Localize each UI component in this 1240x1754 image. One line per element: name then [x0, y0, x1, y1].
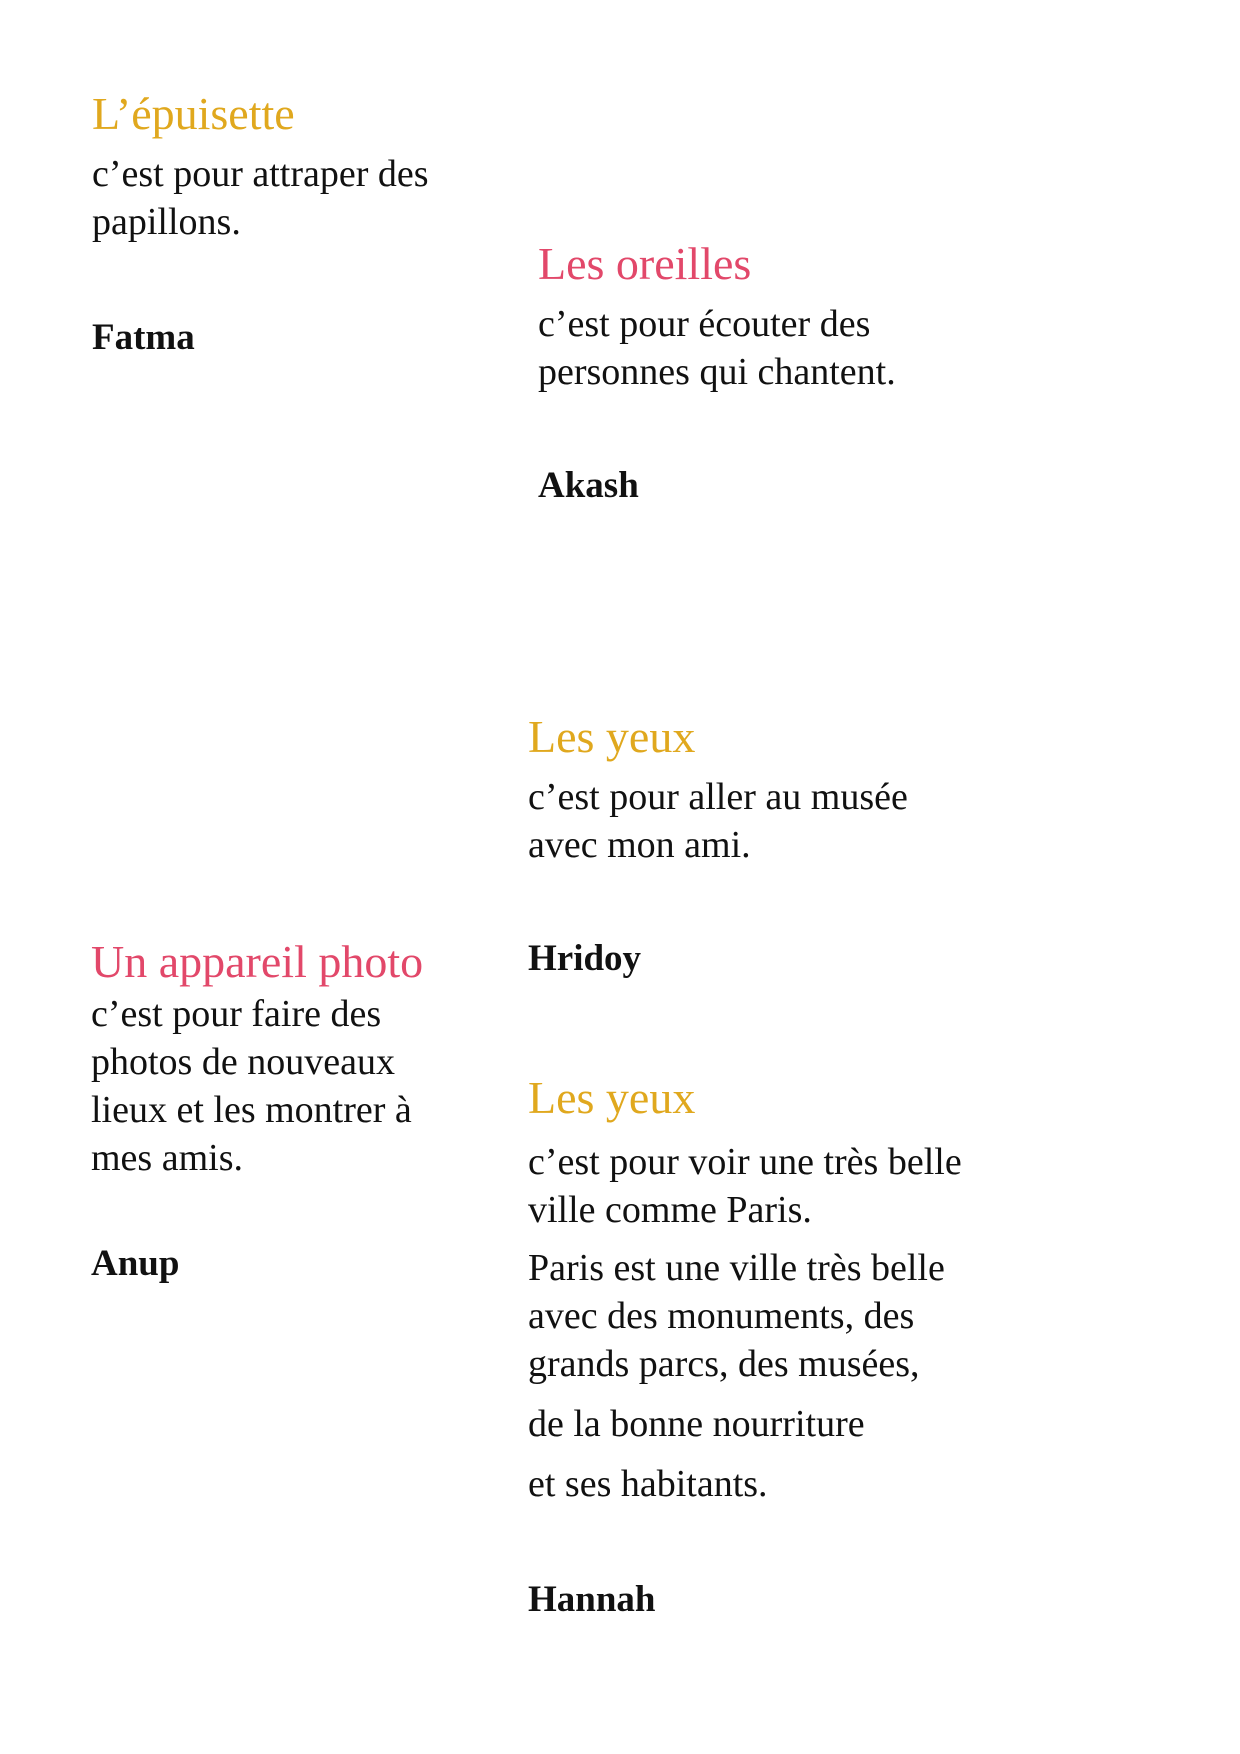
poem-oreilles: [538, 236, 896, 508]
poem-line: Paris est une ville très belle: [528, 1247, 945, 1289]
poem-appareil-photo: [91, 934, 423, 1286]
poem-line: et ses habitants.: [528, 1463, 768, 1505]
poem-title: L’épuisette: [92, 88, 295, 139]
poem-line: grands parcs, des musées,: [528, 1343, 920, 1385]
poem-line: de la bonne nourriture: [528, 1403, 865, 1445]
poem-line: photos de nouveaux: [91, 1041, 395, 1083]
poem-line: avec des monuments, des: [528, 1295, 915, 1337]
poem-line: ville comme Paris.: [528, 1189, 812, 1231]
poem-author: Fatma: [92, 317, 195, 358]
poem-author: Anup: [91, 1243, 180, 1284]
poem-line: c’est pour faire des: [91, 993, 382, 1035]
poem-line: c’est pour voir une très belle: [528, 1141, 962, 1183]
poem-title: Les oreilles: [538, 238, 752, 289]
poem-les-yeux-hridoy: [528, 709, 908, 981]
poem-author: Hridoy: [528, 938, 642, 979]
poem-les-yeux-hannah: [528, 1070, 962, 1622]
poem-author: Akash: [538, 465, 639, 506]
poem-line: personnes qui chantent.: [538, 351, 896, 393]
poem-line: papillons.: [92, 201, 241, 243]
poem-title: Les yeux: [528, 1072, 696, 1123]
poem-line: c’est pour aller au musée: [528, 776, 908, 818]
poem-line: avec mon ami.: [528, 824, 751, 866]
poem-line: mes amis.: [91, 1137, 243, 1179]
poem-line: c’est pour écouter des: [538, 303, 871, 345]
poem-author: Hannah: [528, 1579, 656, 1620]
poem-line: lieux et les montrer à: [91, 1089, 412, 1131]
poem-title: Un appareil photo: [91, 936, 424, 987]
poem-epuisette: [92, 86, 429, 360]
poem-title: Les yeux: [528, 711, 696, 762]
poem-line: c’est pour attraper des: [92, 153, 429, 195]
